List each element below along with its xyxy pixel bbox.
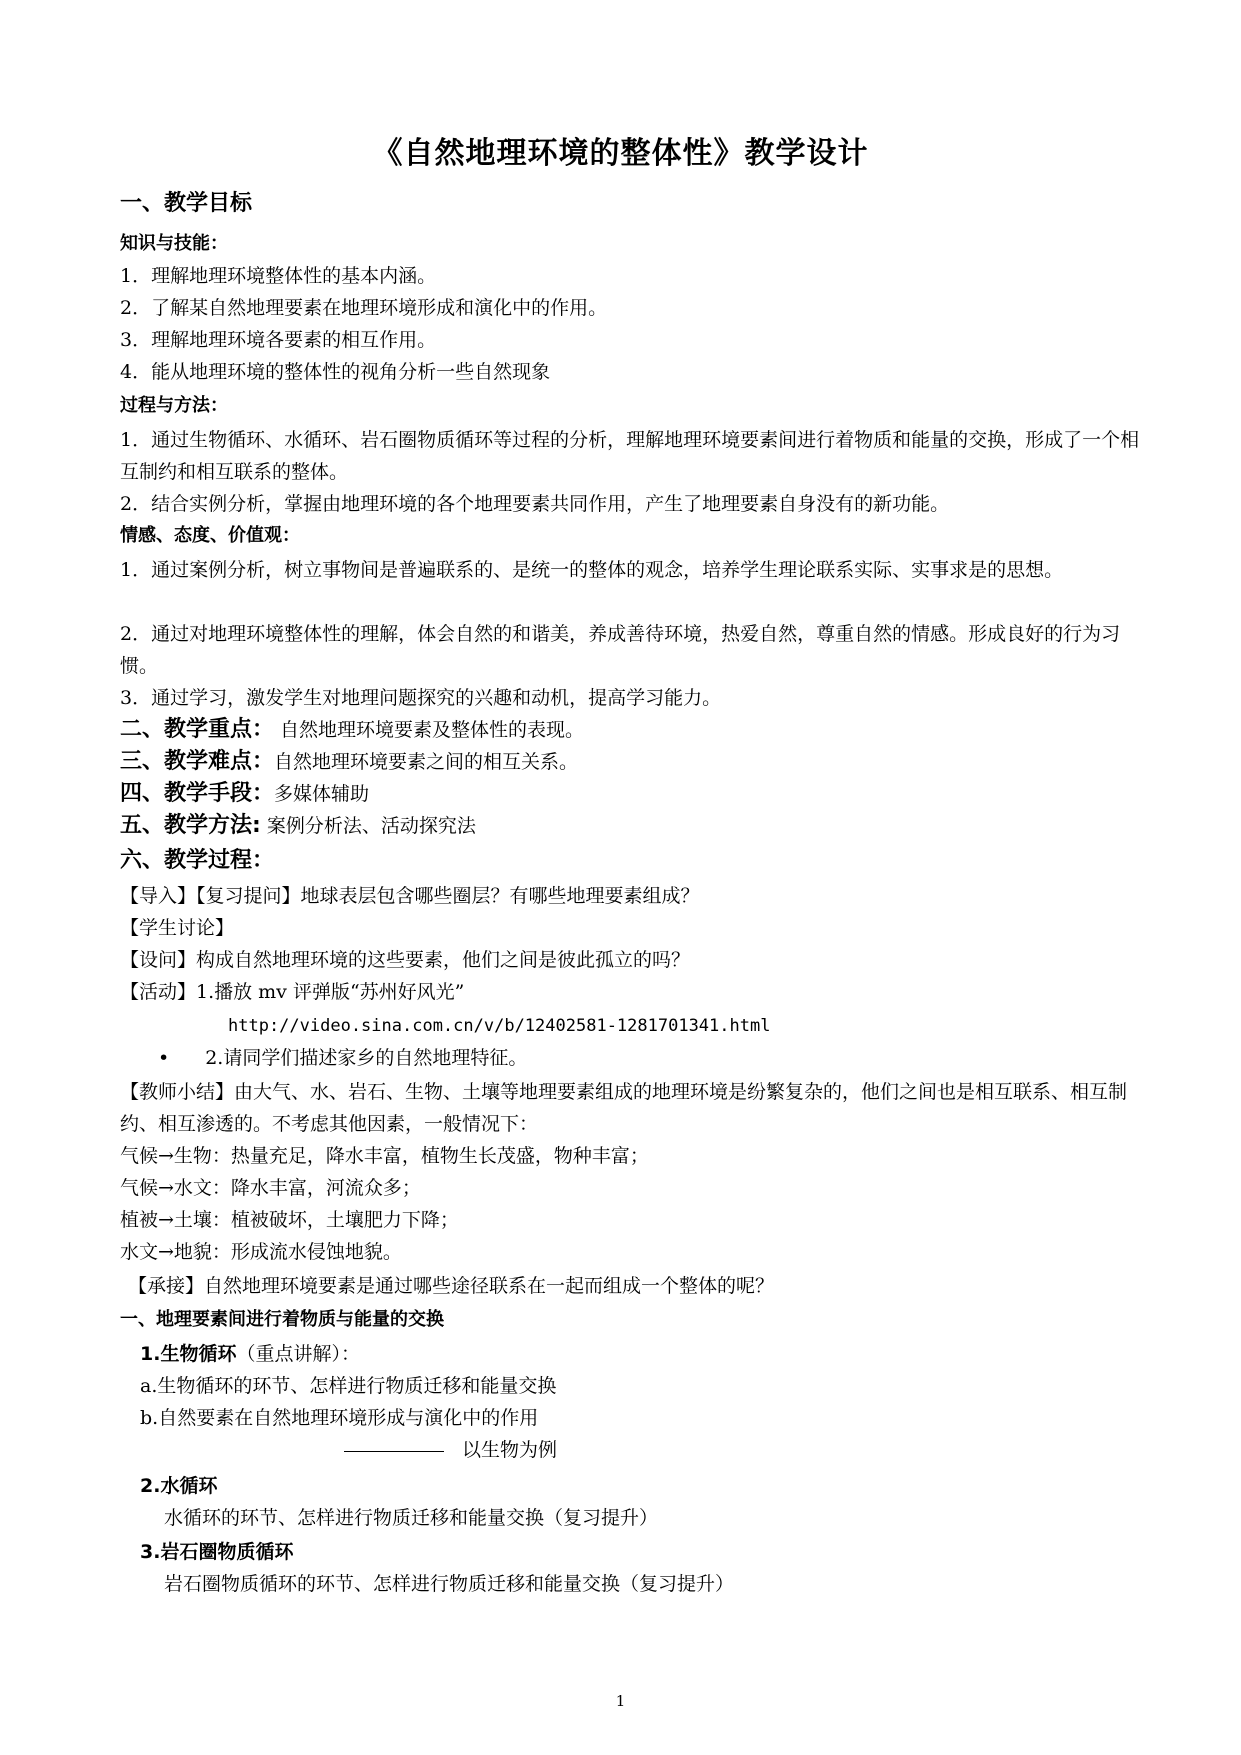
emotion-item-3: 3．通过学习，激发学生对地理问题探究的兴趣和动机，提高学习能力。 xyxy=(120,687,722,709)
intro-question: 【导入】【复习提问】地球表层包含哪些圈层？有哪些地理要素组成？ xyxy=(120,885,700,907)
section-4 xyxy=(120,778,1141,810)
bullet-icon: • xyxy=(158,1047,170,1069)
teacher-summary: 【教师小结】由大气、水、岩石、生物、土壤等地理要素组成的地理环境是纷繁复杂的，他们之间也是相互联系、相互制约、相互渗透的。不考虑其他因素，一般情况下： xyxy=(120,1081,1128,1135)
emotion-item-2: 2．通过对地理环境整体性的理解，体会自然的和谐美，养成善待环境，热爱自然，尊重自然的情感。形成良好的行为习惯。 xyxy=(120,623,1121,677)
section-2-label: 二、教学重点： xyxy=(120,717,275,742)
section-1-heading: 一、教学目标 xyxy=(120,191,253,216)
transition: 【承接】自然地理环境要素是通过哪些途径联系在一起而组成一个整体的呢？ xyxy=(128,1275,775,1297)
relation-1: 气候→生物：热量充足，降水丰富，植物生长茂盛，物种丰富； xyxy=(120,1145,649,1167)
section-5 xyxy=(120,810,1141,842)
activity-1: 【活动】1.播放 mv 评弹版“苏州好风光” xyxy=(120,981,465,1003)
process-item-1: 1．通过生物循环、水循环、岩石圈物质循环等过程的分析，理解地理环境要素间进行着物质和能量的交换，形成了一个相互制约和相互联系的整体。 xyxy=(120,429,1140,483)
student-discussion: 【学生讨论】 xyxy=(120,917,235,939)
bio-cycle-title: 1.生物循环 xyxy=(140,1343,237,1365)
bio-cycle-point-a: a.生物循环的环节、怎样进行物质迁移和能量交换 xyxy=(140,1375,557,1397)
bio-example xyxy=(344,1434,1141,1466)
bio-example-text: 以生物为例 xyxy=(462,1439,558,1461)
subsection-heading: 一、地理要素间进行着物质与能量的交换 xyxy=(120,1309,444,1330)
relation-3: 植被→土壤：植被破坏，土壤肥力下降； xyxy=(120,1209,459,1231)
bio-cycle-point-b: b.自然要素在自然地理环境形成与演化中的作用 xyxy=(140,1407,539,1429)
knowledge-item-3: 3．理解地理环境各要素的相互作用。 xyxy=(120,329,437,351)
section-5-label: 五、教学方法: xyxy=(120,813,261,838)
dash-rule xyxy=(344,1451,444,1452)
process-item-2: 2．结合实例分析，掌握由地理环境的各个地理要素共同作用，产生了地理要素自身没有的新功能。 xyxy=(120,493,950,515)
section-2 xyxy=(120,714,1141,746)
activity-2 xyxy=(158,1042,1141,1074)
relation-4: 水文→地貌：形成流水侵蚀地貌。 xyxy=(120,1241,402,1263)
knowledge-item-2: 2．了解某自然地理要素在地理环境形成和演化中的作用。 xyxy=(120,297,608,319)
rock-cycle-text: 岩石圈物质循环的环节、怎样进行物质迁移和能量交换（复习提升） xyxy=(164,1573,735,1595)
water-cycle-title: 2.水循环 xyxy=(140,1475,218,1497)
knowledge-item-4: 4．能从地理环境的整体性的视角分析一些自然现象 xyxy=(120,361,551,383)
bio-cycle-item xyxy=(140,1338,1141,1370)
page-number: 1 xyxy=(615,1692,626,1710)
section-2-text: 自然地理环境要素及整体性的表现。 xyxy=(274,719,585,741)
video-link[interactable]: http://video.sina.com.cn/v/b/12402581-1281701341.html xyxy=(228,1016,771,1036)
document-title: 《自然地理环境的整体性》教学设计 xyxy=(372,136,869,171)
knowledge-heading: 知识与技能： xyxy=(120,233,228,254)
teacher-question: 【设问】构成自然地理环境的这些要素，他们之间是彼此孤立的吗？ xyxy=(120,949,691,971)
relation-2: 气候→水文：降水丰富，河流众多； xyxy=(120,1177,421,1199)
section-3-label: 三、教学难点： xyxy=(120,749,275,774)
section-3 xyxy=(120,746,1141,778)
water-cycle-text: 水循环的环节、怎样进行物质迁移和能量交换（复习提升） xyxy=(164,1507,659,1529)
bio-cycle-note: （重点讲解）： xyxy=(236,1343,360,1365)
emotion-item-1: 1．通过案例分析，树立事物间是普遍联系的、是统一的整体的观念，培养学生理论联系实际、实事求是的思想。 xyxy=(120,559,1064,581)
knowledge-item-1: 1．理解地理环境整体性的基本内涵。 xyxy=(120,265,437,287)
section-5-text: 案例分析法、活动探究法 xyxy=(260,815,476,837)
emotion-heading: 情感、态度、价值观： xyxy=(120,525,300,546)
activity-2-text: 2.请同学们描述家乡的自然地理特征。 xyxy=(205,1047,528,1069)
section-4-text: 多媒体辅助 xyxy=(274,783,370,805)
section-3-text: 自然地理环境要素之间的相互关系。 xyxy=(274,751,579,773)
process-heading: 过程与方法： xyxy=(120,395,228,416)
section-6-heading: 六、教学过程： xyxy=(120,848,275,873)
section-4-label: 四、教学手段： xyxy=(120,781,275,806)
rock-cycle-title: 3.岩石圈物质循环 xyxy=(140,1541,294,1563)
